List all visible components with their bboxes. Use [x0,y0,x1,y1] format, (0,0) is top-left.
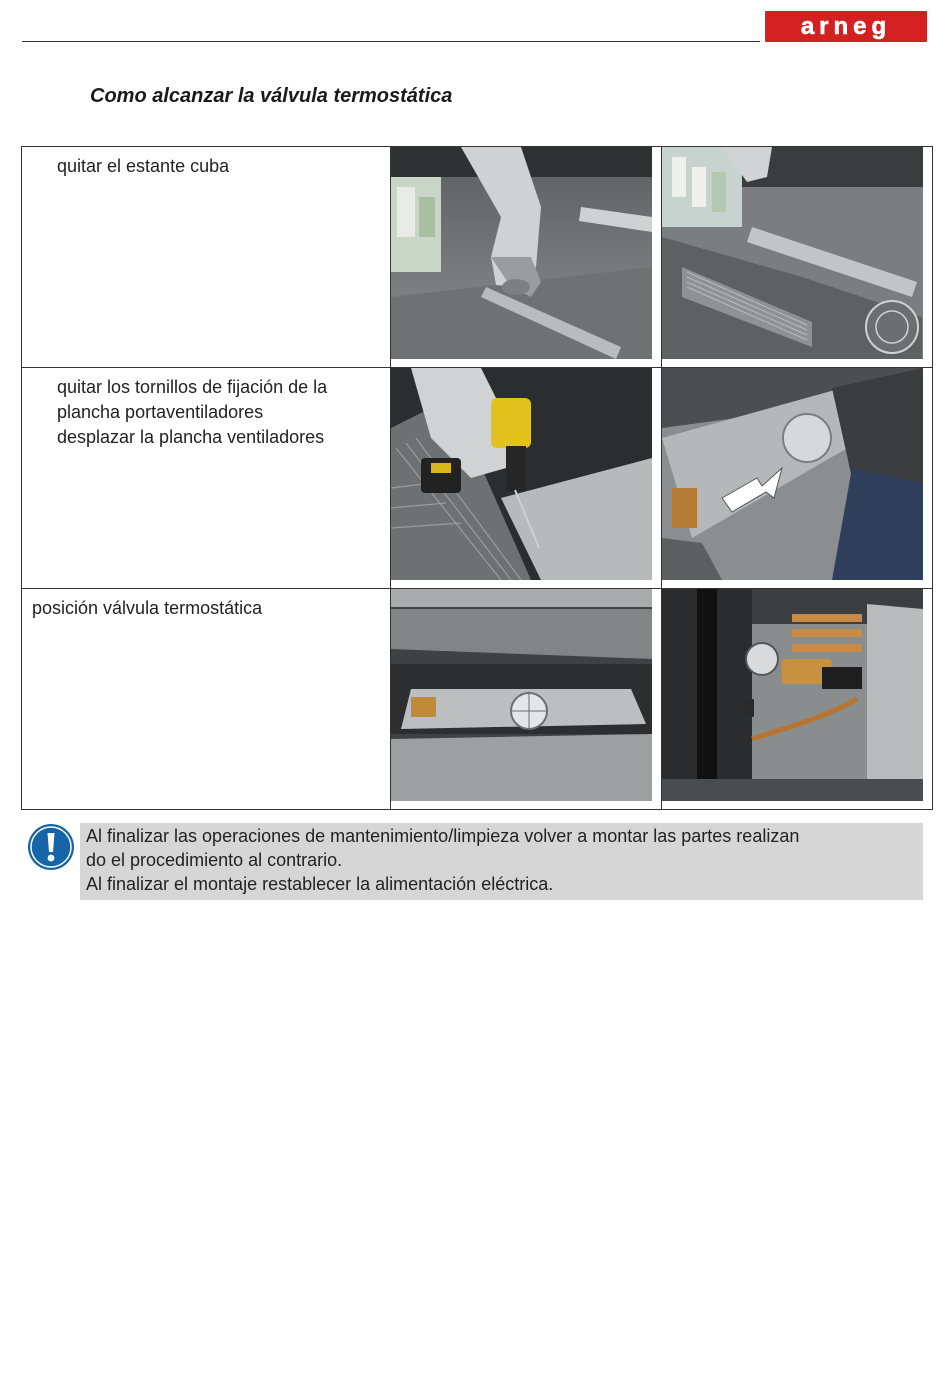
photo-remove-shelf-hand [391,147,652,359]
step-photo-cell [662,368,933,589]
header-rule [22,41,760,42]
brand-logo-wordmark [767,13,925,40]
step-text-line: plancha portaventiladores [57,402,264,422]
notice-line: Al finalizar las operaciones de mantenimiento/limpieza volver a montar las partes realizan [86,826,800,846]
step-text-line: quitar el estante cuba [57,156,230,176]
step-text-line: quitar los tornillos de fijación de la [57,377,328,397]
notice-line: Al finalizar el montaje restablecer la alimentación eléctrica. [86,874,554,894]
step-description [22,589,391,810]
step-description [22,147,391,368]
step-photo-cell [662,147,933,368]
maintenance-notice [27,823,923,900]
section-title: Como alcanzar la válvula termostática [90,85,453,107]
table-row [22,147,933,368]
step-photo-cell [391,147,662,368]
photo-shelf-lifted [662,147,923,359]
notice-text-box [80,823,923,900]
table-row [22,589,933,810]
table-row [22,368,933,589]
step-photo-cell [391,589,662,810]
procedure-table [21,146,933,810]
step-photo-cell [391,368,662,589]
brand-name: arneg [800,13,892,40]
photo-slide-fan-plate [662,368,923,580]
exclamation-icon [27,823,75,871]
step-text-line: desplazar la plancha ventiladores [57,427,325,447]
step-description [22,368,391,589]
photo-drill-screws [391,368,652,580]
brand-logo [765,11,927,42]
step-text-line: posición válvula termostática [32,598,263,618]
photo-valve-position-overview [391,589,652,801]
step-photo-cell [662,589,933,810]
photo-valve-closeup [662,589,923,801]
notice-line: do el procedimiento al contrario. [86,850,343,870]
